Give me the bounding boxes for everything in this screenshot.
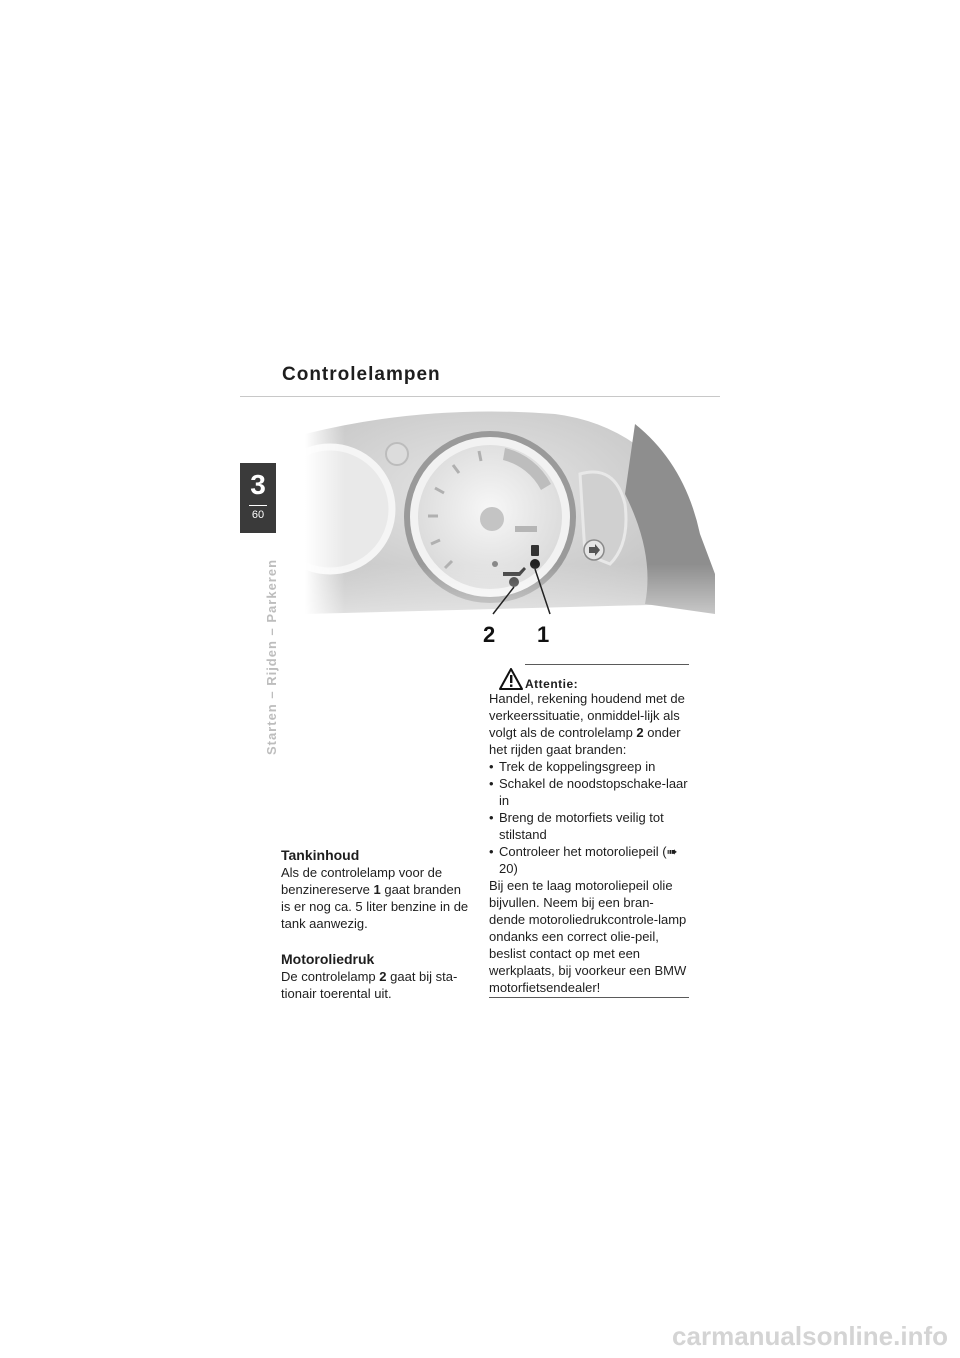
sidebar-chapter-label: Starten – Rijden – Parkeren	[264, 558, 279, 756]
title-divider	[240, 396, 720, 397]
callout-1: 1	[537, 622, 550, 647]
warning-box	[489, 664, 689, 998]
dial-label	[515, 526, 537, 532]
chapter-number: 3	[250, 469, 266, 500]
lamp-ref-1: 1	[373, 882, 381, 897]
fuel-lamp-icon	[531, 545, 539, 556]
tankinhoud-heading: Tankinhoud	[281, 847, 360, 863]
motoroliedruk-heading: Motoroliedruk	[281, 951, 375, 967]
warning-bottom-rule	[489, 997, 689, 998]
warning-header	[489, 664, 689, 690]
neutral-indicator	[386, 443, 408, 465]
warning-closing: Bij een te laag motoroliepeil olie bijvullen. Neem bij een bran-dende motoroliedrukcontrole-lamp ondanks een correct olie-peil, beslist contact op met een werkplaats, bij voorkeur een BMW motorfietsendealer!	[489, 878, 687, 995]
chapter-tab	[240, 463, 276, 533]
warning-lamp-ref: 2	[636, 725, 644, 740]
page-title: Controlelampen	[282, 364, 441, 385]
lamp-ref-2: 2	[379, 969, 387, 984]
instrument-cluster-photo	[305, 404, 715, 662]
chapter-divider	[249, 505, 267, 506]
warning-step: • Trek de koppelingsgreep in	[489, 758, 689, 775]
page-number: 60	[251, 509, 265, 521]
needle-hub	[480, 507, 504, 531]
watermark: carmanualsonline.info	[672, 1321, 948, 1351]
warning-label: Attentie:	[525, 677, 579, 691]
warning-step: • Controleer het motoroliepeil (➠ 20)	[489, 843, 689, 877]
tankinhoud-text: Als de controlelamp voor de benzinereserve 1 gaat branden is er nog ca. 5 liter benzine in de tank aanwezig.	[281, 865, 469, 931]
warning-body	[489, 690, 689, 996]
left-column	[281, 846, 469, 1020]
motoroliedruk-text: De controlelamp 2 gaat bij sta-tionair toerental uit.	[281, 969, 458, 1001]
warning-triangle-icon	[499, 668, 523, 690]
warning-steps	[489, 758, 689, 877]
callout-2: 2	[483, 622, 496, 647]
warning-step: • Breng de motorfiets veilig tot stilstand	[489, 809, 689, 843]
warning-step: • Schakel de noodstopschake-laar in	[489, 775, 689, 809]
warning-intro: Handel, rekening houdend met de verkeerssituatie, onmiddel-lijk als volgt als de controlelamp 2 onder het rijden gaat branden:	[489, 691, 685, 757]
